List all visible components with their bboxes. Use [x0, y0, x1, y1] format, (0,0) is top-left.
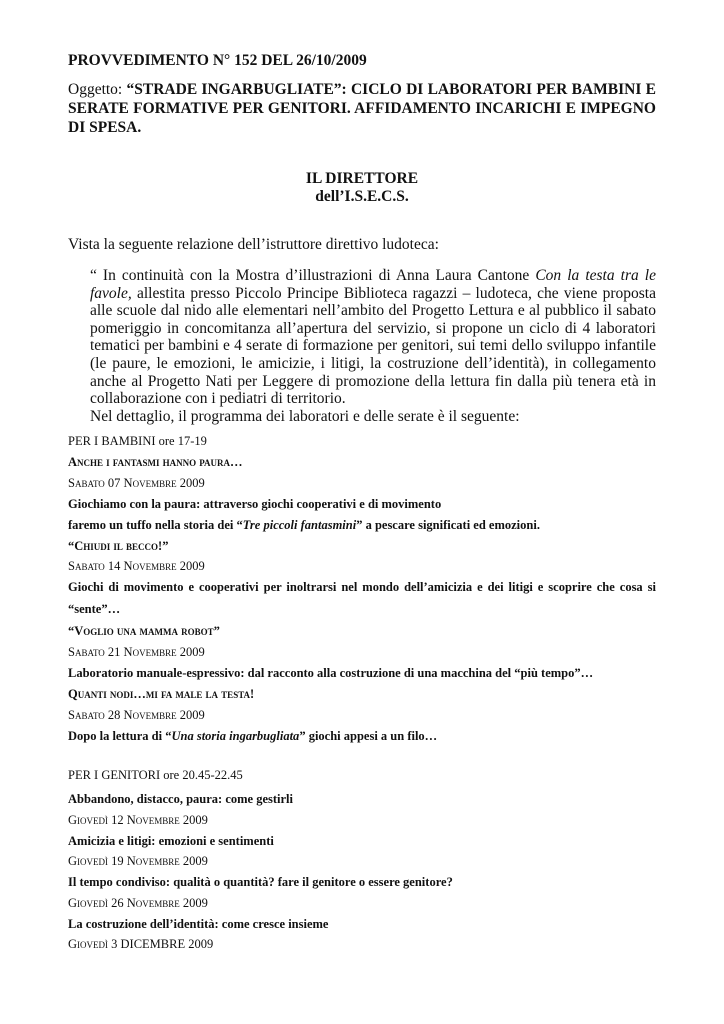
parents-heading: PER I GENITORI ore 20.45-22.45 — [68, 768, 243, 782]
kids-lab-1-desc-1: Giochiamo con la paura: attraverso giochi cooperativi e di movimento — [68, 497, 442, 511]
kids-lab-4-date: Sabato 28 Novembre 2009 — [68, 708, 205, 722]
kids-lab-4-desc-a: Dopo la lettura di “ — [68, 729, 172, 743]
parents-session-4-date: Giovedì 3 DICEMBRE 2009 — [68, 937, 214, 951]
kids-lab-2-date: Sabato 14 Novembre 2009 — [68, 559, 205, 573]
kids-lab-2-desc: Giochi di movimento e cooperativi per inoltrarsi nel mondo dell’amicizia e dei litigi e scoprire che cosa si “sente”… — [68, 580, 656, 616]
kids-lab-1-desc-2 — [68, 518, 656, 533]
kids-lab-4-title: Quanti nodi…mi fa male la testa! — [68, 687, 255, 701]
kids-lab-4-desc-b: ” giochi appesi a un filo… — [299, 729, 438, 743]
director-heading — [68, 170, 656, 206]
report-quote — [90, 267, 656, 425]
parents-session-1-title: Abbandono, distacco, paura: come gestirli — [68, 792, 293, 806]
parents-session-3-title: Il tempo condiviso: qualità o quantità? fare il genitore o essere genitore? — [68, 875, 453, 889]
kids-lab-1-date: Sabato 07 Novembre 2009 — [68, 476, 205, 490]
quote-text-2: allestita presso Piccolo Principe Biblioteca ragazzi – ludoteca, che viene proposta alle scuole dal nido alle elementari nell’ambito del Progetto Lettura e al pubblico il sabato pomeriggio in concomitanza all’apertura del servizio, si propone un ciclo di 4 laboratori tematici per bambini e 4 serate di formazione per genitori, sui temi dello sviluppo infantile (le paure, le emozioni, le amicizie, i litigi, la costruzione dell’identità), in collegamento anche al Progetto Nati per Leggere di promozione della lettura fin dalla più tenera età in collaborazione con i pediatri di territorio. — [90, 284, 656, 408]
parents-session-4-title: La costruzione dell’identità: come cresce insieme — [68, 917, 329, 931]
subject-text: “STRADE INGARBUGLIATE”: CICLO DI LABORATORI PER BAMBINI E SERATE FORMATIVE PER GENITORI. AFFIDAMENTO INCARICHI E IMPEGNO DI SPESA. — [68, 81, 656, 136]
kids-heading: PER I BAMBINI ore 17-19 — [68, 434, 207, 448]
kids-lab-1-title: Anche i fantasmi hanno paura… — [68, 455, 243, 469]
kids-lab-1-desc-2a: faremo un tuffo nella storia dei “ — [68, 518, 243, 532]
kids-lab-1-desc-2b: ” a pescare significati ed emozioni. — [356, 518, 540, 532]
parents-session-1-date: Giovedì 12 Novembre 2009 — [68, 813, 208, 827]
parents-session-2-title: Amicizia e litigi: emozioni e sentimenti — [68, 834, 274, 848]
kids-lab-1-desc-2-italic: Tre piccoli fantasmini — [242, 518, 357, 532]
parents-session-2-date: Giovedì 19 Novembre 2009 — [68, 854, 208, 868]
kids-lab-3-desc: Laboratorio manuale-espressivo: dal racconto alla costruzione di una macchina del “più tempo”… — [68, 666, 594, 680]
kids-lab-2-title: “Chiudi il becco!” — [68, 539, 169, 553]
document-title: PROVVEDIMENTO N° 152 DEL 26/10/2009 — [68, 52, 367, 69]
kids-lab-4-desc — [68, 729, 656, 744]
kids-lab-3-date: Sabato 21 Novembre 2009 — [68, 645, 205, 659]
quote-text-3: Nel dettaglio, il programma dei laboratori e delle serate è il seguente: — [90, 407, 520, 425]
director-institution: dell’I.S.E.C.S. — [315, 188, 409, 205]
kids-lab-3-title: “Voglio una mamma robot” — [68, 624, 220, 638]
quote-italic-title: Con la testa tra le favole, — [90, 267, 656, 302]
director-title: IL DIRETTORE — [305, 170, 419, 187]
parents-session-3-date: Giovedì 26 Novembre 2009 — [68, 896, 208, 910]
subject-paragraph — [68, 80, 656, 137]
kids-lab-4-desc-italic: Una storia ingarbugliata — [171, 729, 300, 743]
intro-line: Vista la seguente relazione dell’istruttore direttivo ludoteca: — [68, 236, 439, 253]
quote-text-1: “ In continuità con la Mostra d’illustrazioni di Anna Laura Cantone — [90, 267, 536, 284]
subject-label: Oggetto: — [68, 81, 127, 98]
